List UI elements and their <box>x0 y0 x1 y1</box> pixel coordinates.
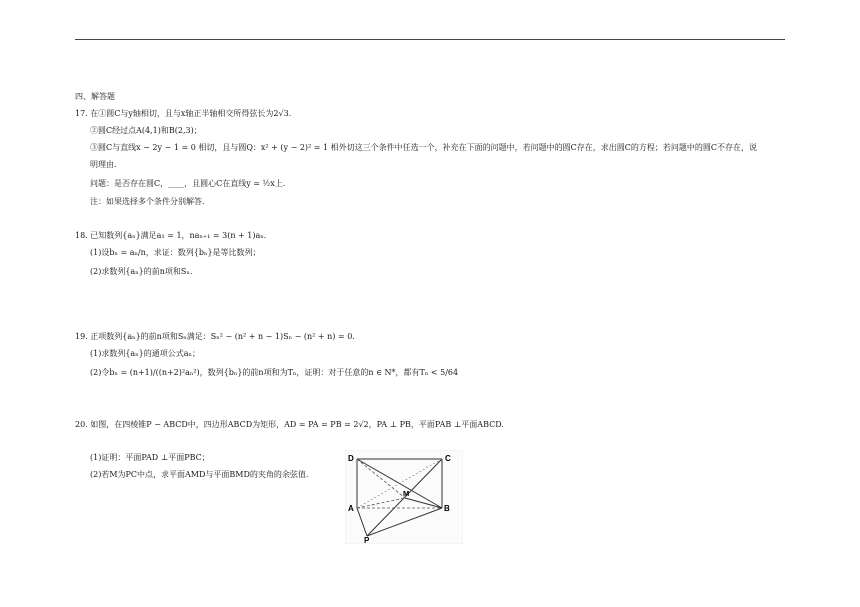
q17-line3: ③圆C与直线x − 2y − 1 = 0 相切，且与圆Q：x² + (y − 2)² = 1 相外切这三个条件中任选一个，补充在下面的问题中，若问题中的圆C存在，求出圆C的方程；若问题中的圆C不存在，说 <box>90 143 758 152</box>
q20-line3: (2)若M为PC中点，求平面AMD与平面BMD的夹角的余弦值. <box>90 470 309 479</box>
pyramid-figure <box>345 450 463 544</box>
label-m: M <box>403 489 410 498</box>
q18-line2: (1)设bₙ = aₙ/n，求证：数列{bₙ}是等比数列； <box>90 248 261 257</box>
q17-line2: ②圆C经过点A(4,1)和B(2,3)； <box>90 126 202 135</box>
label-c: C <box>445 454 451 463</box>
q20-line1: 20. 如图，在四棱锥P − ABCD中，四边形ABCD为矩形，AD = PA = PB = 2√2，PA ⊥ PB，平面PAB ⊥平面ABCD. <box>75 420 504 429</box>
q18-line1: 18. 已知数列{aₙ}满足a₁ = 1，naₙ₊₁ = 3(n + 1)aₙ. <box>75 231 267 240</box>
q17-line1: 17. 在①圆C与y轴相切，且与x轴正半轴相交所得弦长为2√3. <box>75 109 292 118</box>
q18-line3: (2)求数列{aₙ}的前n项和Sₙ. <box>90 267 193 276</box>
q17-line4: 明理由. <box>90 160 117 169</box>
label-d: D <box>348 454 354 463</box>
q19-line2: (1)求数列{aₙ}的通项公式aₙ； <box>90 349 200 358</box>
label-b: B <box>444 504 450 513</box>
q17-line6: 注：如果选择多个条件分别解答. <box>90 197 205 206</box>
q19-line3: (2)令bₙ = (n+1)/((n+2)²aₙ²)，数列{bₙ}的前n项和为Tₙ，证明：对于任意的n ∈ N*，都有Tₙ < 5/64 <box>90 368 459 377</box>
q20-line2: (1)证明：平面PAD ⊥平面PBC； <box>90 453 210 462</box>
section-title: 四、解答题 <box>75 92 115 101</box>
q19-line1: 19. 正项数列{aₙ}的前n项和Sₙ满足：Sₙ² − (n² + n − 1)Sₙ − (n² + n) = 0. <box>75 332 355 341</box>
header-rule <box>75 39 785 40</box>
label-a: A <box>348 504 354 513</box>
q17-line5: 问题：是否存在圆C，____，且圆心C在直线y = ½x上. <box>90 179 286 188</box>
label-p: P <box>364 536 370 544</box>
